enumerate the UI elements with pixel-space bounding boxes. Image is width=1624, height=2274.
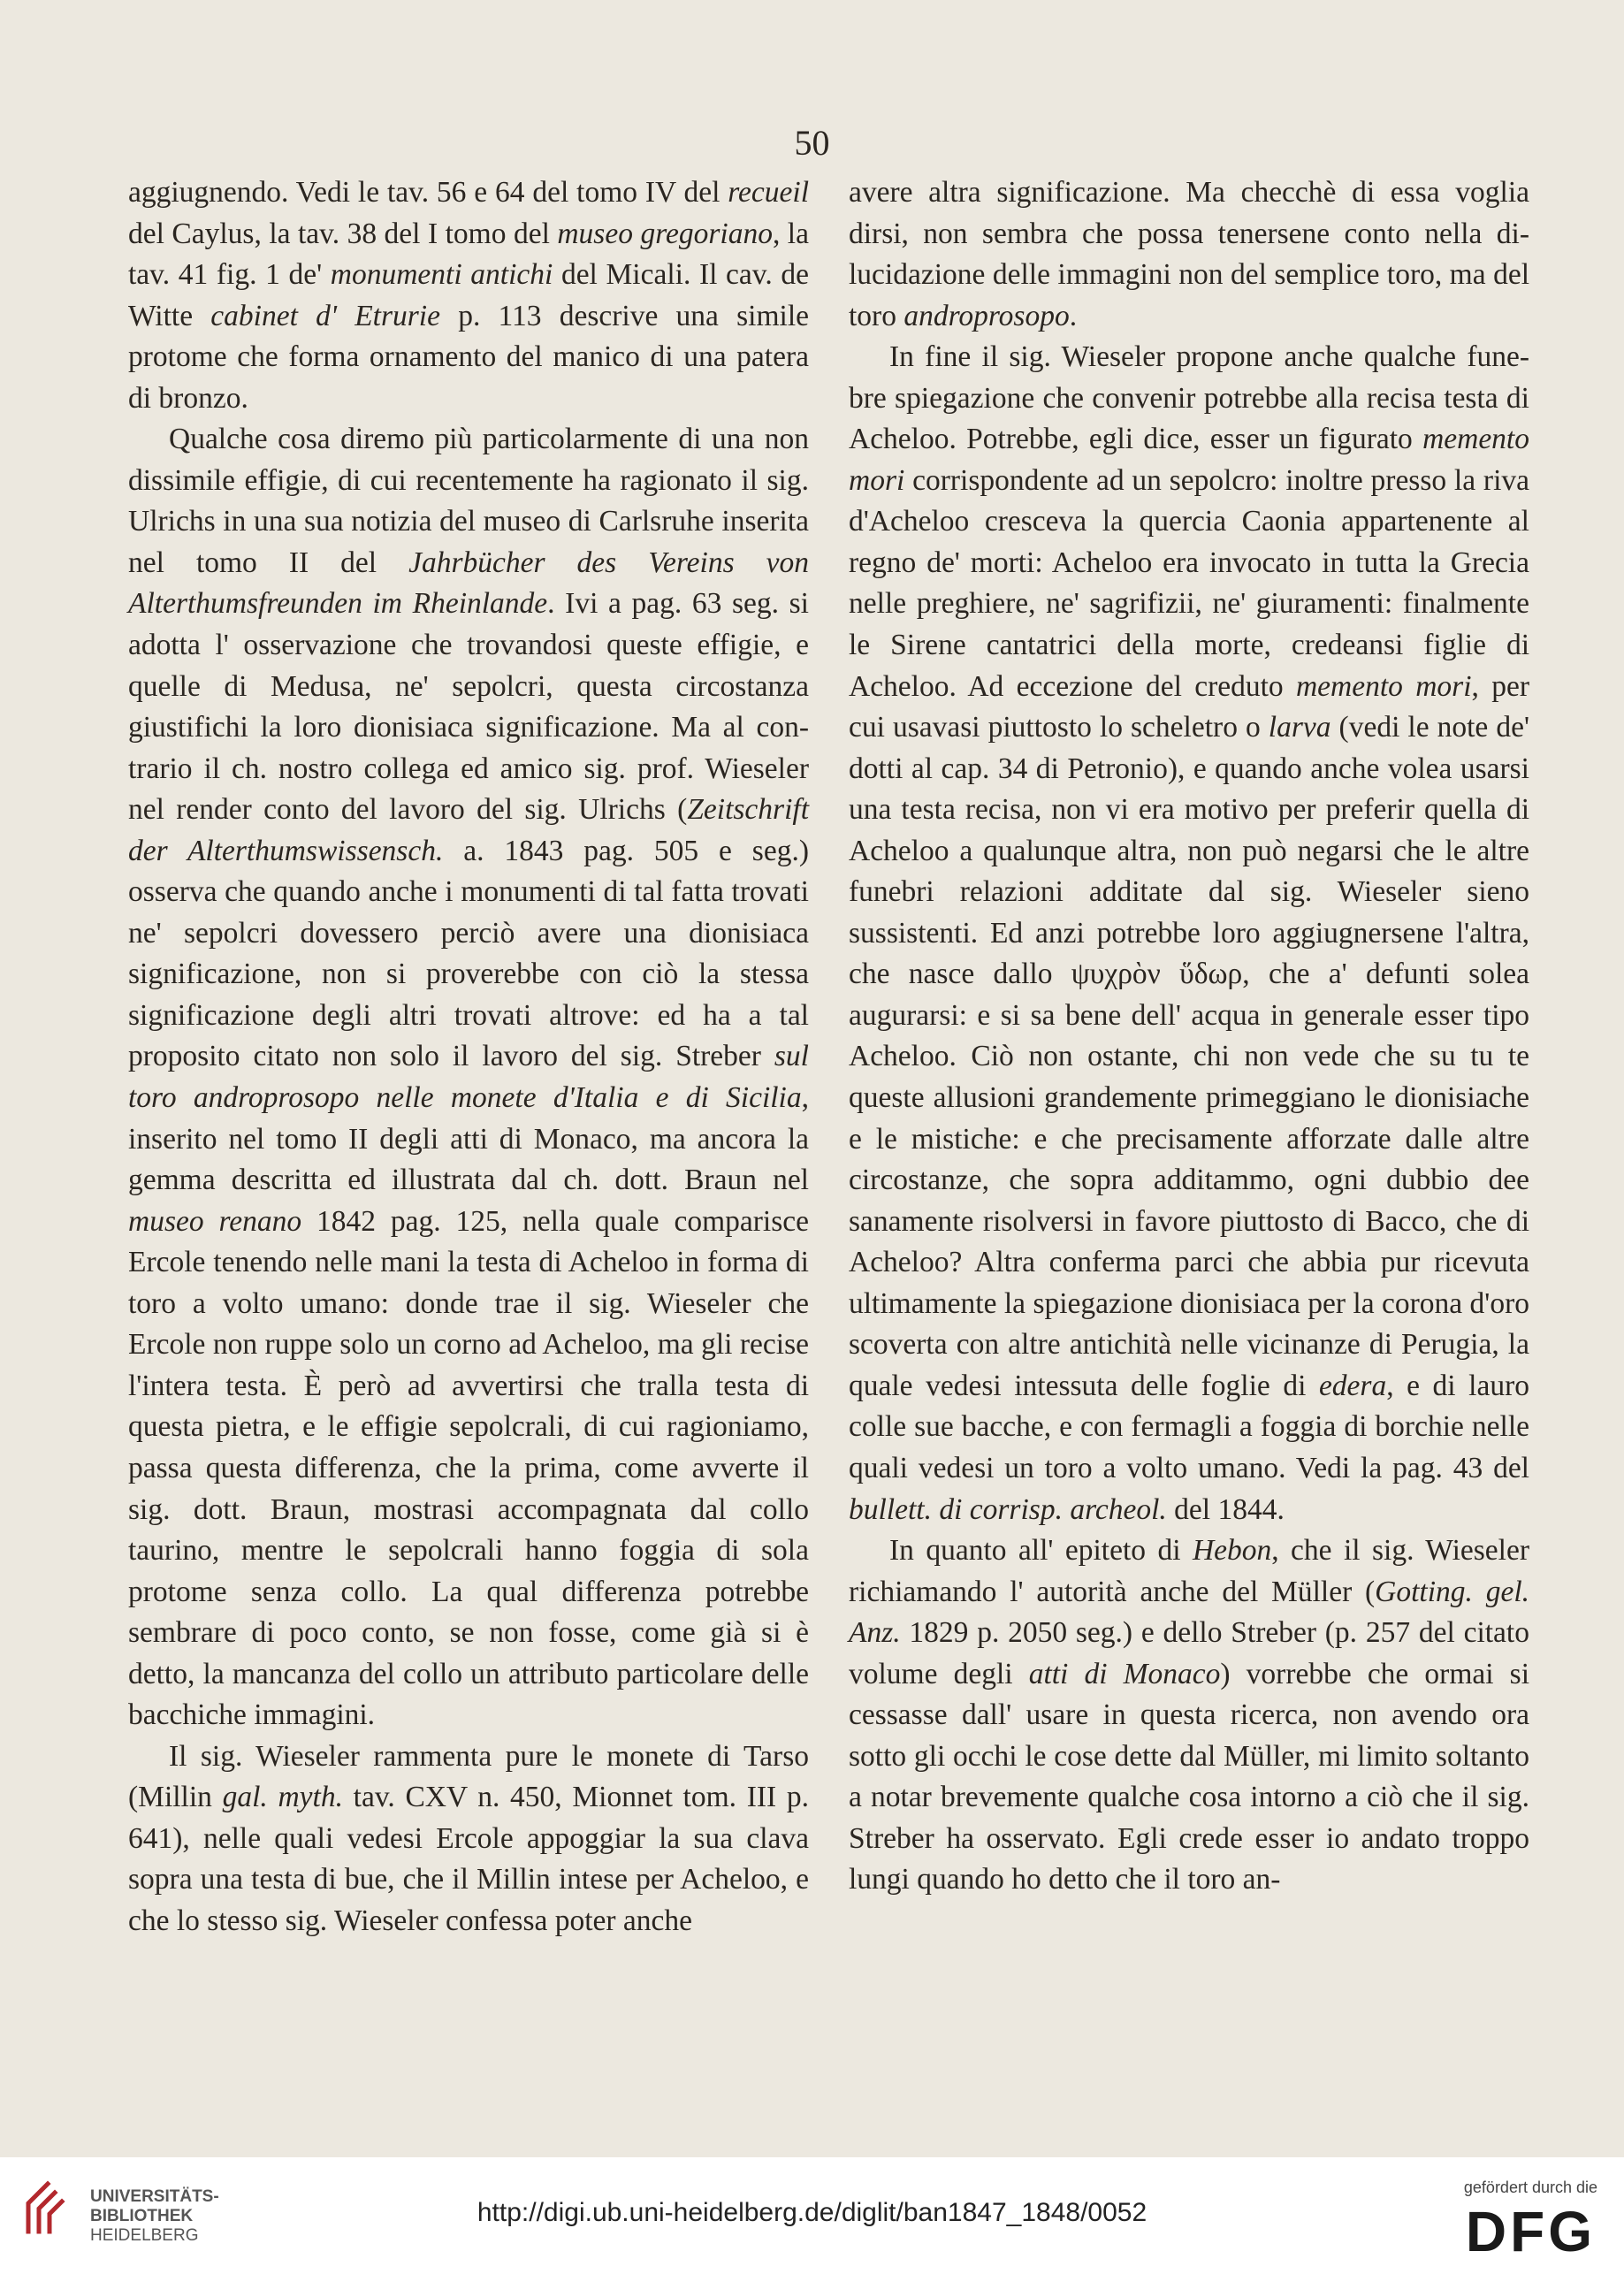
italic-run: gal. myth. [222, 1781, 343, 1814]
text-run: a. 1843 pag. 505 e seg.) osserva che quando anche i monumenti di tal fatta trovati ne' sepolcri dovessero perciò avere una dionisiaca significazione, non si proverebbe con ciò la stessa significazione degli altri trovati altrove: ed ha a tal proposito citato non solo il lavoro del sig. Streber [128, 834, 809, 1073]
paragraph [849, 337, 1529, 1530]
funded-by-text: gefördert durch die [1463, 2179, 1597, 2196]
text-run: avere altra significazione. Ma checchè di essa voglia dirsi, non sembra che possa tenersene conto nella dilucidazione delle immagini non del semplice toro, ma del toro [849, 176, 1529, 332]
text-run: ) vorrebbe che ormai si cessasse dall' usare in questa ricerca, non avendo ora sotto gli occhi le cose dette dal Müller, mi limito soltanto a notar brevemente qualche cosa intorno a ciò che il sig. Streber ha osservato. Egli crede esser io andato troppo lungi quando ho detto che il toro an- [849, 1657, 1529, 1896]
text-run: Qualche cosa diremo più particolarmente di una non dissimile effigie, di cui recentemente ha ragionato il sig. Ulrichs in una sua notizia del museo di Carlsruhe inserita nel tomo II del [128, 423, 809, 579]
text-run: 1842 pag. 125, nella quale comparisce Ercole tenendo nelle mani la testa di Acheloo in forma di toro a volto umano: donde trae il sig. Wieseler che Ercole non ruppe solo un corno ad Acheloo, ma gli recise l'intera testa. È però ad avvertirsi che tralla testa di questa pietra, e le effigie sepolcrali, di cui ragioniamo, passa questa differenza, che la prima, come avverte il sig. dott. Braun, mostrasi accompagnata dal collo taurino, mentre le sepolcrali hanno foggia di sola protome senza collo. La qual differenza potrebbe sembrare di poco conto, se non fosse, come già si è detto, la mancanza del collo un attributo particolare delle bacchiche immagini. [128, 1204, 809, 1732]
text-run: corrispondente ad un sepolcro: inoltre presso la riva d'Acheloo cresceva la quercia Caonia appartenente al regno de' morti: Acheloo era invocato in tutta la Grecia nelle preghiere, ne' sagrifizii, ne' giuramenti: finalmente le Sirene cantatrici della morte, credeansi figlie di Acheloo. Ad eccezione del creduto [849, 463, 1529, 703]
text-run: Il sig. Wieseler rammenta pure le monete di Tarso (Millin [128, 1739, 809, 1814]
italic-run: Jahrbücher des Vereins von Alterthumsfreunden im Rheinlande [128, 546, 809, 621]
permalink-url[interactable]: http://digi.ub.uni-heidelberg.de/diglit/ban1847_1848/0052 [477, 2198, 1147, 2227]
text-run: del 1844. [1166, 1492, 1285, 1526]
italic-run: sul toro androprosopo nelle monete d'Italia e di Sicilia [128, 1040, 809, 1115]
text-run: . Ivi a pag. 63 seg. si adotta l' osservazione che trovandosi queste effigie, e quelle di Medusa, ne' sepolcri, questa circostanza giustifichi la loro dionisiaca significazione. Ma al contrario il ch. nostro collega ed amico sig. prof. Wieseler nel render conto del lavoro del sig. Ulrichs ( [128, 587, 809, 827]
italic-run: bullett. di corrisp. archeol. [849, 1492, 1167, 1526]
text-run: , e di lauro colle sue bacche, e con fermagli a foggia di borchie nelle quali vedesi un toro a volto umano. Vedi la pag. 43 del [849, 1369, 1529, 1484]
paragraph [128, 172, 809, 419]
italic-run: recueil [728, 176, 809, 209]
italic-run: monumenti antichi [330, 258, 553, 292]
paragraph [849, 172, 1529, 337]
text-run: tav. CXV n. 450, Mionnet tom. III p. 641), nelle quali vedesi Ercole appoggiar la sua clava sopra una testa di bue, che il Millin intese per Acheloo, e che lo stesso sig. Wieseler confessa poter anche [128, 1781, 809, 1937]
italic-run: Zeitschrift der Alterthumswissensch. [128, 793, 809, 867]
text-run: 1829 p. 2050 seg.) e dello Streber (p. 257 del citato volume degli [849, 1616, 1529, 1690]
italic-run: edera [1318, 1369, 1387, 1402]
text-run: p. 113 descrive una simile protome che forma ornamento del manico di una patera di bronzo. [128, 299, 809, 415]
text-run: In quanto all' epiteto di [889, 1534, 1193, 1568]
page-number: 50 [794, 123, 830, 163]
dfg-logo: DFG [1465, 2200, 1596, 2263]
italic-run: memento mori [849, 423, 1529, 497]
text-run: . [1069, 299, 1078, 332]
italic-run: Hebon [1192, 1534, 1272, 1568]
left-column [128, 172, 809, 1942]
right-column [849, 172, 1529, 1901]
text-run: del Micali. Il cav. de Witte [128, 258, 809, 332]
italic-run: memento mori [1295, 669, 1472, 703]
text-run: (vedi le note de' dotti al cap. 34 di Petronio), e quando anche volea usarsi una testa recisa, non vi era motivo per preferir quella di Acheloo a qualunque altra, non può negarsi che le altre funebri relazioni additate dal sig. Wieseler sieno sussistenti. Ed anzi potrebbe loro aggiugnersene l'altra, che nasce dallo ψυχρὸν ὕδωρ, che a' defunti solea augurarsi: e si sa bene dell' acqua in generale esser tipo Acheloo. Ciò non ostante, chi non vede che su tu te queste allusioni grandemente primeggiano le dionisiache e le mistiche: e che precisamente afforzate dalle altre circostanze, che sopra additammo, ogni dubbio dee sanamente risolversi in favore piuttosto di Bacco, che di Acheloo? Altra conferma parci che abbia pur ricevuta ultimamente la spiegazione dionisiaca per la corona d'oro scoverta con altre antichità nelle vicinanze di Perugia, la quale vedesi intessuta delle foglie di [849, 711, 1529, 1402]
text-run: , per cui usavasi piuttosto lo scheletro o [849, 669, 1530, 744]
text-run: In fine il sig. Wieseler propone anche qualche funebre spiegazione che convenir potrebbe alla recisa testa di Acheloo. Potrebbe, egli dice, esser un figurato [849, 340, 1529, 456]
text-run: , inserito nel tomo II degli atti di Monaco, ma ancora la gemma descritta ed illustrata dal ch. dott. Braun nel [128, 1081, 809, 1197]
italic-run: museo gregoriano [557, 217, 773, 250]
italic-run: larva [1268, 711, 1331, 744]
italic-run: museo renano [128, 1204, 302, 1238]
paragraph [849, 1530, 1529, 1901]
digitization-footer [0, 2157, 1624, 2274]
text-run: del Caylus, la tav. 38 del I tomo del [128, 217, 558, 250]
institution-line: BIBLIOTHEK [90, 2207, 194, 2225]
paragraph [128, 419, 809, 1736]
paragraph [128, 1736, 809, 1942]
text-run: , la tav. 41 fig. 1 de' [128, 217, 809, 292]
text-run: aggiugnendo. Vedi le tav. 56 e 64 del tomo IV del [128, 176, 728, 209]
italic-run: Gotting. gel. Anz. [849, 1575, 1529, 1650]
italic-run: androprosopo [903, 299, 1070, 332]
italic-run: atti di Monaco [1028, 1657, 1221, 1690]
italic-run: cabinet d' Etrurie [210, 299, 440, 332]
institution-line: HEIDELBERG [90, 2226, 199, 2245]
institution-line: UNIVERSITÄTS- [90, 2187, 219, 2206]
text-run: , che il sig. Wieseler richiamando l' autorità anche del Müller ( [849, 1534, 1529, 1608]
